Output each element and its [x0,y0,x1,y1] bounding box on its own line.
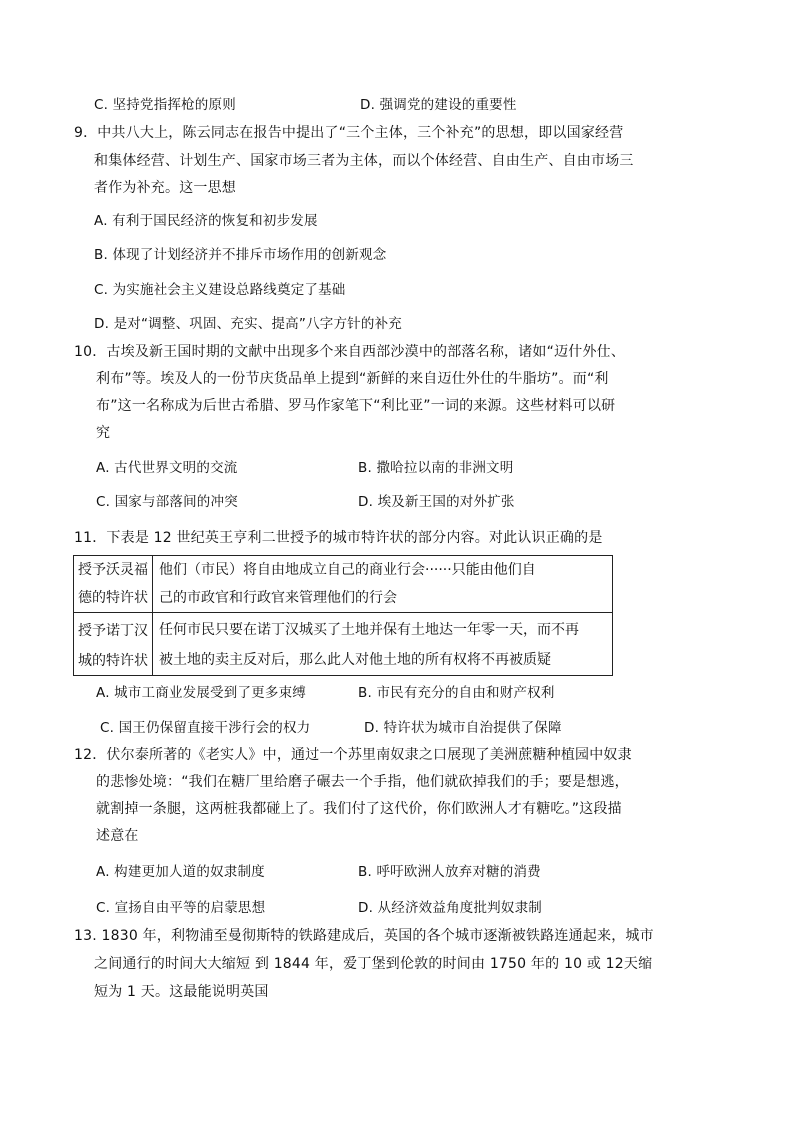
q12-stem-line-1 [74,745,632,765]
q10-stem-line-2: 利布”等。埃及人的一份节庆货品单上提到“新鲜的来自迈仕外仕的牛脂坊”。而“利 [96,371,609,387]
row2-header-cell [74,613,153,676]
q11-option-d: D. 特许状为城市自治提供了保障 [364,720,562,736]
row2-content-cell [153,613,613,676]
q12-stem-text-1: ．伏尔泰所著的《老实人》中，通过一个苏里南奴隶之口展现了美洲蔗糖种植园中奴隶 [92,747,632,763]
q11-option-b: B. 市民有充分的自由和财产权利 [358,685,555,701]
q10-stem-text-1: ．古埃及新王国时期的文献中出现多个来自西部沙漠中的部落名称，诸如“迈什外仕、 [92,344,626,360]
q8-option-c: C. 坚持党指挥枪的原则 [94,97,236,113]
row1-header-cell [74,556,153,613]
row2-content-line-2: 被土地的卖主反对后，那么此人对他土地的所有权将不再被质疑 [159,652,551,668]
q9-stem-text-1: ．中共八大上，陈云同志在报告中提出了“三个主体，三个补充”的思想，即以国家经营 [83,125,624,141]
q10-stem-line-3: 布”这一名称成为后世古希腊、罗马作家笔下“利比亚”一词的来源。这些材料可以研 [96,398,616,414]
q13-stem-text-1: 1830 年，利物浦至曼彻斯特的铁路建成后，英国的各个城市逐渐被铁路连通起来，城市 [96,928,654,944]
row2-content-line-1: 任何市民只要在诺丁汉城买了土地并保有土地达一年零一天，而不再 [159,622,579,638]
q11-option-a: A. 城市工商业发展受到了更多束缚 [96,685,306,701]
row1-header-line-1: 授予沃灵福 [78,562,148,578]
q13-number: 13. [74,928,97,944]
q8-option-d: D. 强调党的建设的重要性 [360,97,517,113]
q13-stem-line-3: 短为 1 天。这最能说明英国 [94,984,269,1000]
q12-stem-line-4: 述意在 [96,828,139,844]
row2-header-line-1: 授予诺丁汉 [78,623,148,639]
row1-content-line-1: 他们（市民）将自由地成立自己的商业行会······只能由他们自 [159,562,536,578]
q12-option-b: B. 呼吁欧洲人放弃对糖的消费 [358,864,541,880]
q10-stem-line-1 [74,342,625,362]
q11-number: 11 [74,530,93,546]
q11-option-c: C. 国王仍保留直接干涉行会的权力 [100,720,311,736]
q12-stem-line-3: 就割掉一条腿，这两桩我都碰上了。我们付了这代价，你们欧洲人才有糖吃。”这段描 [96,801,622,817]
q12-option-d: D. 从经济效益角度批判奴隶制 [358,900,542,916]
row1-content-line-2: 己的市政官和行政官来管理他们的行会 [159,590,397,606]
q13-stem-line-2: 之间通行的时间大大缩短 到 1844 年，爱丁堡到伦敦的时间由 1750 年的 10 或 12天缩 [94,956,653,972]
q9-stem-line-3: 者作为补充。这一思想 [94,180,236,196]
row1-header-line-2: 德的特许状 [78,590,148,606]
q9-option-d: D. 是对“调整、巩固、充实、提高”八字方针的补充 [94,316,402,332]
q11-stem [74,528,603,548]
q10-option-a: A. 古代世界文明的交流 [96,460,238,476]
q9-stem-line-1 [74,123,623,143]
q9-stem-line-2: 和集体经营、计划生产、国家市场三者为主体，而以个体经营、自由生产、自由市场三 [94,153,634,169]
q10-option-d: D. 埃及新王国的对外扩张 [358,494,515,510]
q9-number: 9 [74,125,84,141]
q12-option-a: A. 构建更加人道的奴隶制度 [96,864,265,880]
q11-stem-text: ．下表是 12 世纪英王亨利二世授予的城市特许状的部分内容。对此认识正确的是 [92,530,603,546]
row2-header-line-2: 城的特许状 [78,653,148,669]
q12-number: 12 [74,747,93,763]
q10-option-c: C. 国家与部落间的冲突 [96,494,238,510]
table-row [74,556,613,613]
q10-stem-line-4: 究 [96,425,111,441]
table-row [74,613,613,676]
q9-option-a: A. 有利于国民经济的恢复和初步发展 [94,213,318,229]
q9-option-b: B. 体现了计划经济并不排斥市场作用的创新观念 [94,247,387,263]
q9-option-c: C. 为实施社会主义建设总路线奠定了基础 [94,282,346,298]
q12-stem-line-2: 的悲惨处境：“我们在糖厂里给磨子碾去一个手指，他们就砍掉我们的手；要是想逃， [96,774,629,790]
charter-table [73,555,613,676]
row1-content-cell [153,556,613,613]
q10-number: 10 [74,344,93,360]
q10-option-b: B. 撒哈拉以南的非洲文明 [358,460,514,476]
q12-option-c: C. 宣扬自由平等的启蒙思想 [96,900,266,916]
q13-stem-line-1 [74,926,654,946]
